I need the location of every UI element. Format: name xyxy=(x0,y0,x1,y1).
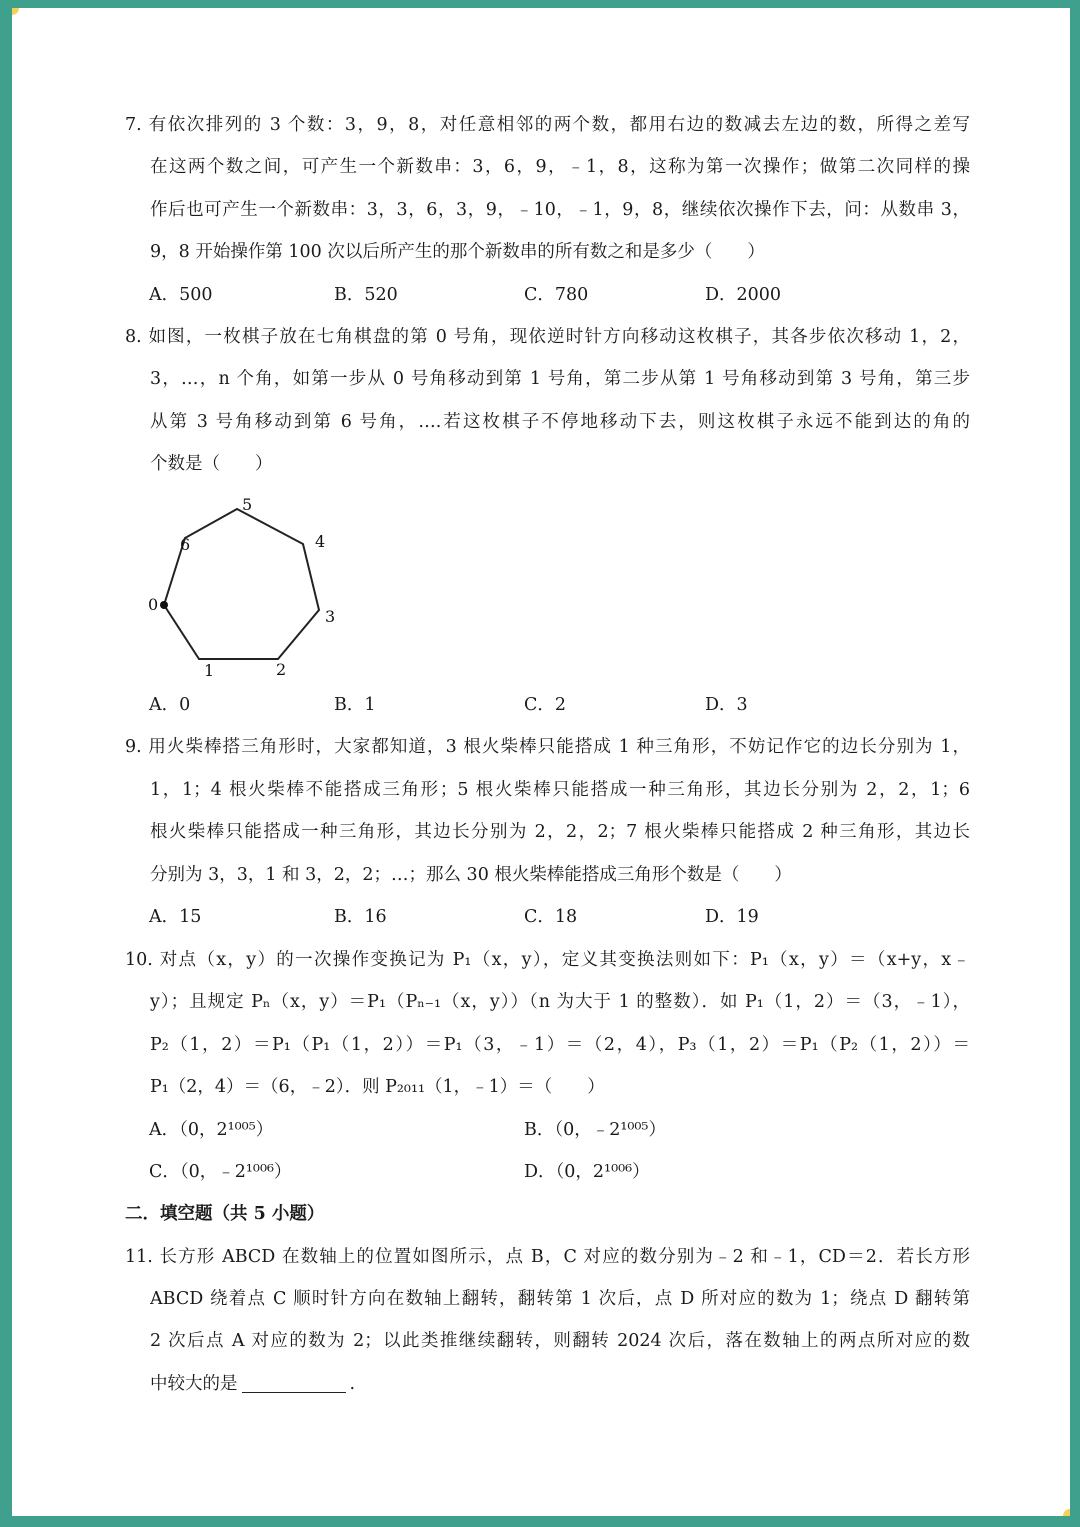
q9-line-1: 9. 用火柴棒搭三角形时，大家都知道，3 根火柴棒只能搭成 1 种三角形，不妨记作它的边长分别为 1， xyxy=(125,737,970,757)
q10-option-a: A．（0，2¹⁰⁰⁵） xyxy=(149,1120,274,1140)
q10-line-3: P₂（1，2）＝P₁（P₁（1，2））＝P₁（3，﹣1）＝（2，4），P₃（1，2）＝P₁（P₂（1，2））＝ xyxy=(150,1035,970,1055)
heptagon-board-figure xyxy=(146,492,346,682)
q8-option-d: D．3 xyxy=(705,695,748,715)
q7-line-1: 7. 有依次排列的 3 个数：3，9，8，对任意相邻的两个数，都用右边的数减去左边的数，所得之差写 xyxy=(125,115,970,135)
corner-label-2: 2 xyxy=(276,660,287,679)
answer-blank[interactable] xyxy=(242,1372,346,1393)
q8-line-3: 从第 3 号角移动到第 6 号角，….若这枚棋子不停地移动下去，则这枚棋子永远不能到达的角的 xyxy=(150,412,970,432)
q7-line-2: 在这两个数之间，可产生一个新数串：3，6，9，﹣1，8，这称为第一次操作；做第二次同样的操 xyxy=(150,157,970,177)
q11-line-2: ABCD 绕着点 C 顺时针方向在数轴上翻转，翻转第 1 次后，点 D 所对应的数为 1；绕点 D 翻转第 xyxy=(150,1289,970,1309)
q9-line-2: 1，1；4 根火柴棒不能搭成三角形；5 根火柴棒只能搭成一种三角形，其边长分别为 2，2，1；6 xyxy=(150,780,970,800)
q11-line-1: 11. 长方形 ABCD 在数轴上的位置如图所示，点 B，C 对应的数分别为﹣2 和﹣1，CD＝2．若长方形 xyxy=(125,1247,970,1267)
q7-option-d: D．2000 xyxy=(705,285,782,305)
q9-option-c: C．18 xyxy=(524,907,578,927)
q7-option-b: B．520 xyxy=(334,285,398,305)
q7-option-c: C．780 xyxy=(524,285,589,305)
corner-flower-icon xyxy=(1063,1509,1070,1516)
q10-line-4: P₁（2，4）＝（6，﹣2）．则 P₂₀₁₁（1，﹣1）＝（ ） xyxy=(150,1077,605,1097)
q10-option-c: C．（0，﹣2¹⁰⁰⁶） xyxy=(149,1162,292,1182)
q9-option-b: B．16 xyxy=(334,907,387,927)
q8-line-2: 3，…，n 个角，如第一步从 0 号角移动到第 1 号角，第二步从第 1 号角移动到第 3 号角，第三步 xyxy=(150,369,970,389)
exam-page xyxy=(12,8,1070,1516)
q10-option-d: D．（0，2¹⁰⁰⁶） xyxy=(524,1162,650,1182)
q11-line-3: 2 次后点 A 对应的数为 2；以此类推继续翻转，则翻转 2024 次后，落在数轴上的两点所对应的数 xyxy=(150,1331,970,1351)
q9-line-4: 分别为 3，3，1 和 3，2，2；…；那么 30 根火柴棒能搭成三角形个数是（ ） xyxy=(150,865,792,885)
q7-line-3: 作后也可产生一个新数串：3，3，6，3，9，﹣10，﹣1，9，8，继续依次操作下去，问：从数串 3， xyxy=(150,200,970,220)
q8-option-a: A．0 xyxy=(149,695,191,715)
q11-line-4-prefix: 中较大的是 xyxy=(150,1374,238,1394)
corner-label-0: 0 xyxy=(148,595,159,614)
q10-line-1: 10. 对点（x，y）的一次操作变换记为 P₁（x，y），定义其变换法则如下：P₁（x，y）＝（x+y，x﹣ xyxy=(125,950,970,970)
q8-line-1: 8. 如图，一枚棋子放在七角棋盘的第 0 号角，现依逆时针方向移动这枚棋子，其各步依次移动 1，2， xyxy=(125,327,970,347)
q7-option-a: A．500 xyxy=(149,285,213,305)
corner-label-6: 6 xyxy=(180,535,191,554)
chess-piece-icon xyxy=(160,601,168,609)
q11-line-4-suffix: . xyxy=(349,1374,356,1394)
q9-line-3: 根火柴棒只能搭成一种三角形，其边长分别为 2，2，2；7 根火柴棒只能搭成 2 种三角形，其边长 xyxy=(150,822,970,842)
q10-line-2: y）；且规定 Pₙ（x，y）＝P₁（Pₙ₋₁（x，y））（n 为大于 1 的整数）．如 P₁（1，2）＝（3，﹣1）， xyxy=(150,992,970,1012)
corner-label-3: 3 xyxy=(325,607,336,626)
q11-line-4 xyxy=(150,1372,970,1396)
q8-option-b: B．1 xyxy=(334,695,376,715)
corner-label-1: 1 xyxy=(204,661,215,680)
q10-option-b: B．（0，﹣2¹⁰⁰⁵） xyxy=(524,1120,666,1140)
q8-option-c: C．2 xyxy=(524,695,567,715)
q9-option-d: D．19 xyxy=(705,907,759,927)
section-title: 二．填空题（共 5 小题） xyxy=(125,1204,325,1224)
corner-label-4: 4 xyxy=(315,532,326,551)
heptagon-shape xyxy=(164,509,319,659)
corner-flower-icon xyxy=(12,8,19,15)
q9-option-a: A．15 xyxy=(149,907,202,927)
corner-label-5: 5 xyxy=(242,495,253,514)
q8-line-4: 个数是（ ） xyxy=(150,454,273,474)
q7-line-4: 9，8 开始操作第 100 次以后所产生的那个新数串的所有数之和是多少（ ） xyxy=(150,242,765,262)
